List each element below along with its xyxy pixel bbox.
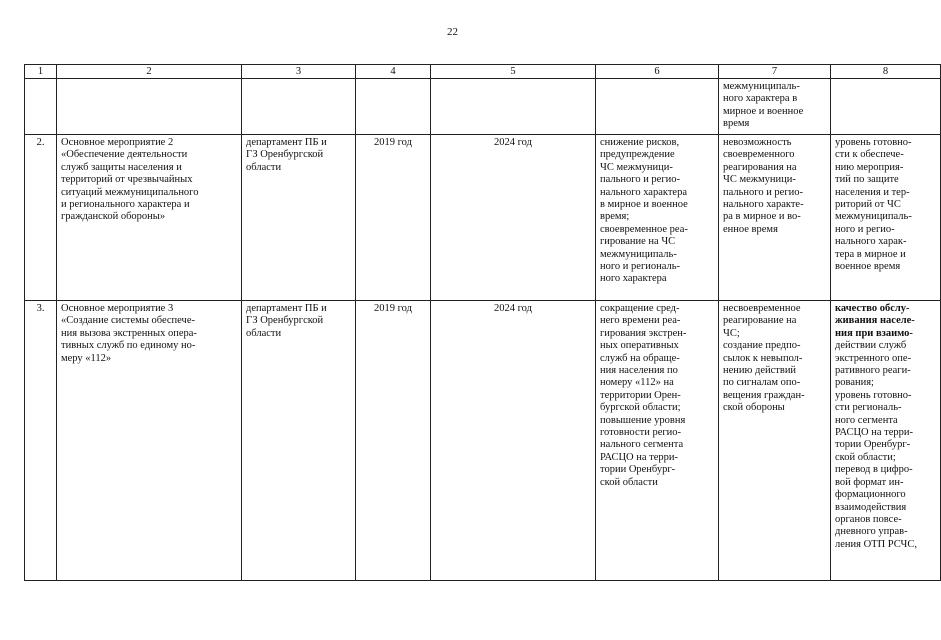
header-cell: 7	[719, 65, 831, 79]
page-number: 22	[447, 26, 458, 38]
table-cell	[596, 79, 719, 135]
header-cell: 6	[596, 65, 719, 79]
indicator-text: действии служб экстренного опе- ративного реаги- рования; уровень готовно- сти региональ- ного сегмента РАСЦО на терри- тории Оренбург- ской области; перевод в цифро- вой формат ин- формационного взаимодействия органов повсе- дневного управ- ления ОТП РСЧС,	[835, 340, 917, 550]
start-year-cell: 2019 год	[356, 301, 431, 581]
header-cell: 8	[831, 65, 941, 79]
table-cell	[242, 79, 356, 135]
header-cell: 2	[57, 65, 242, 79]
measure-cell: Основное мероприятие 3 «Создание системы обеспече- ния вызова экстренных опера- тивных служб по единому но- меру «112»	[57, 301, 242, 581]
header-cell: 5	[431, 65, 596, 79]
continuation-row	[25, 79, 941, 135]
result-cell: сокращение сред- него времени реа- гирования экстрен- ных оперативных служб на обраще- ния населения по номеру «112» на территории Орен- бургской области; повышение уровня готовности регио- нального сегмента РАСЦО на терри- тории Оренбург- ской области	[596, 301, 719, 581]
row-number: 3.	[25, 301, 57, 581]
indicator-cell	[831, 301, 941, 581]
header-cell: 4	[356, 65, 431, 79]
start-year-cell: 2019 год	[356, 135, 431, 301]
table-cell	[25, 79, 57, 135]
indicator-bold-text: качество обслу- живания населе- ния при взаимо-	[835, 303, 915, 339]
table-cell	[431, 79, 596, 135]
consequence-cell: невозможность своевременного реагирования на ЧС межмуници- пального и регио- нального характе- ра в мирное и во- енное время	[719, 135, 831, 301]
header-row	[25, 65, 941, 79]
consequence-cell: межмуниципаль- ного характера в мирное и военное время	[719, 79, 831, 135]
table-cell	[831, 79, 941, 135]
executor-cell: департамент ПБ и ГЗ Оренбургской области	[242, 301, 356, 581]
measures-table	[24, 64, 941, 581]
result-cell: снижение рисков, предупреждение ЧС межмуници- пального и регио- нального характера в мирное и военное время; своевременное реа- гирование на ЧС межмуниципаль- ного и региональ- ного характера	[596, 135, 719, 301]
indicator-cell: уровень готовно- сти к обеспече- нию мероприя- тий по защите населения и тер- риторий от ЧС межмуниципаль- ного и регио- нального харак- тера в мирное и военное время	[831, 135, 941, 301]
executor-cell: департамент ПБ и ГЗ Оренбургской области	[242, 135, 356, 301]
consequence-cell: несвоевременное реагирование на ЧС; создание предпо- сылок к невыпол- нению действий по сигналам опо- вещения граждан- ской обороны	[719, 301, 831, 581]
table-cell	[356, 79, 431, 135]
header-cell: 1	[25, 65, 57, 79]
header-cell: 3	[242, 65, 356, 79]
table-row	[25, 301, 941, 581]
row-number: 2.	[25, 135, 57, 301]
table-row	[25, 135, 941, 301]
end-year-cell: 2024 год	[431, 301, 596, 581]
end-year-cell: 2024 год	[431, 135, 596, 301]
measure-cell: Основное мероприятие 2 «Обеспечение деятельности служб защиты населения и территорий от чрезвычайных ситуаций межмуниципального и регионального характера и гражданской обороны»	[57, 135, 242, 301]
table-cell	[57, 79, 242, 135]
